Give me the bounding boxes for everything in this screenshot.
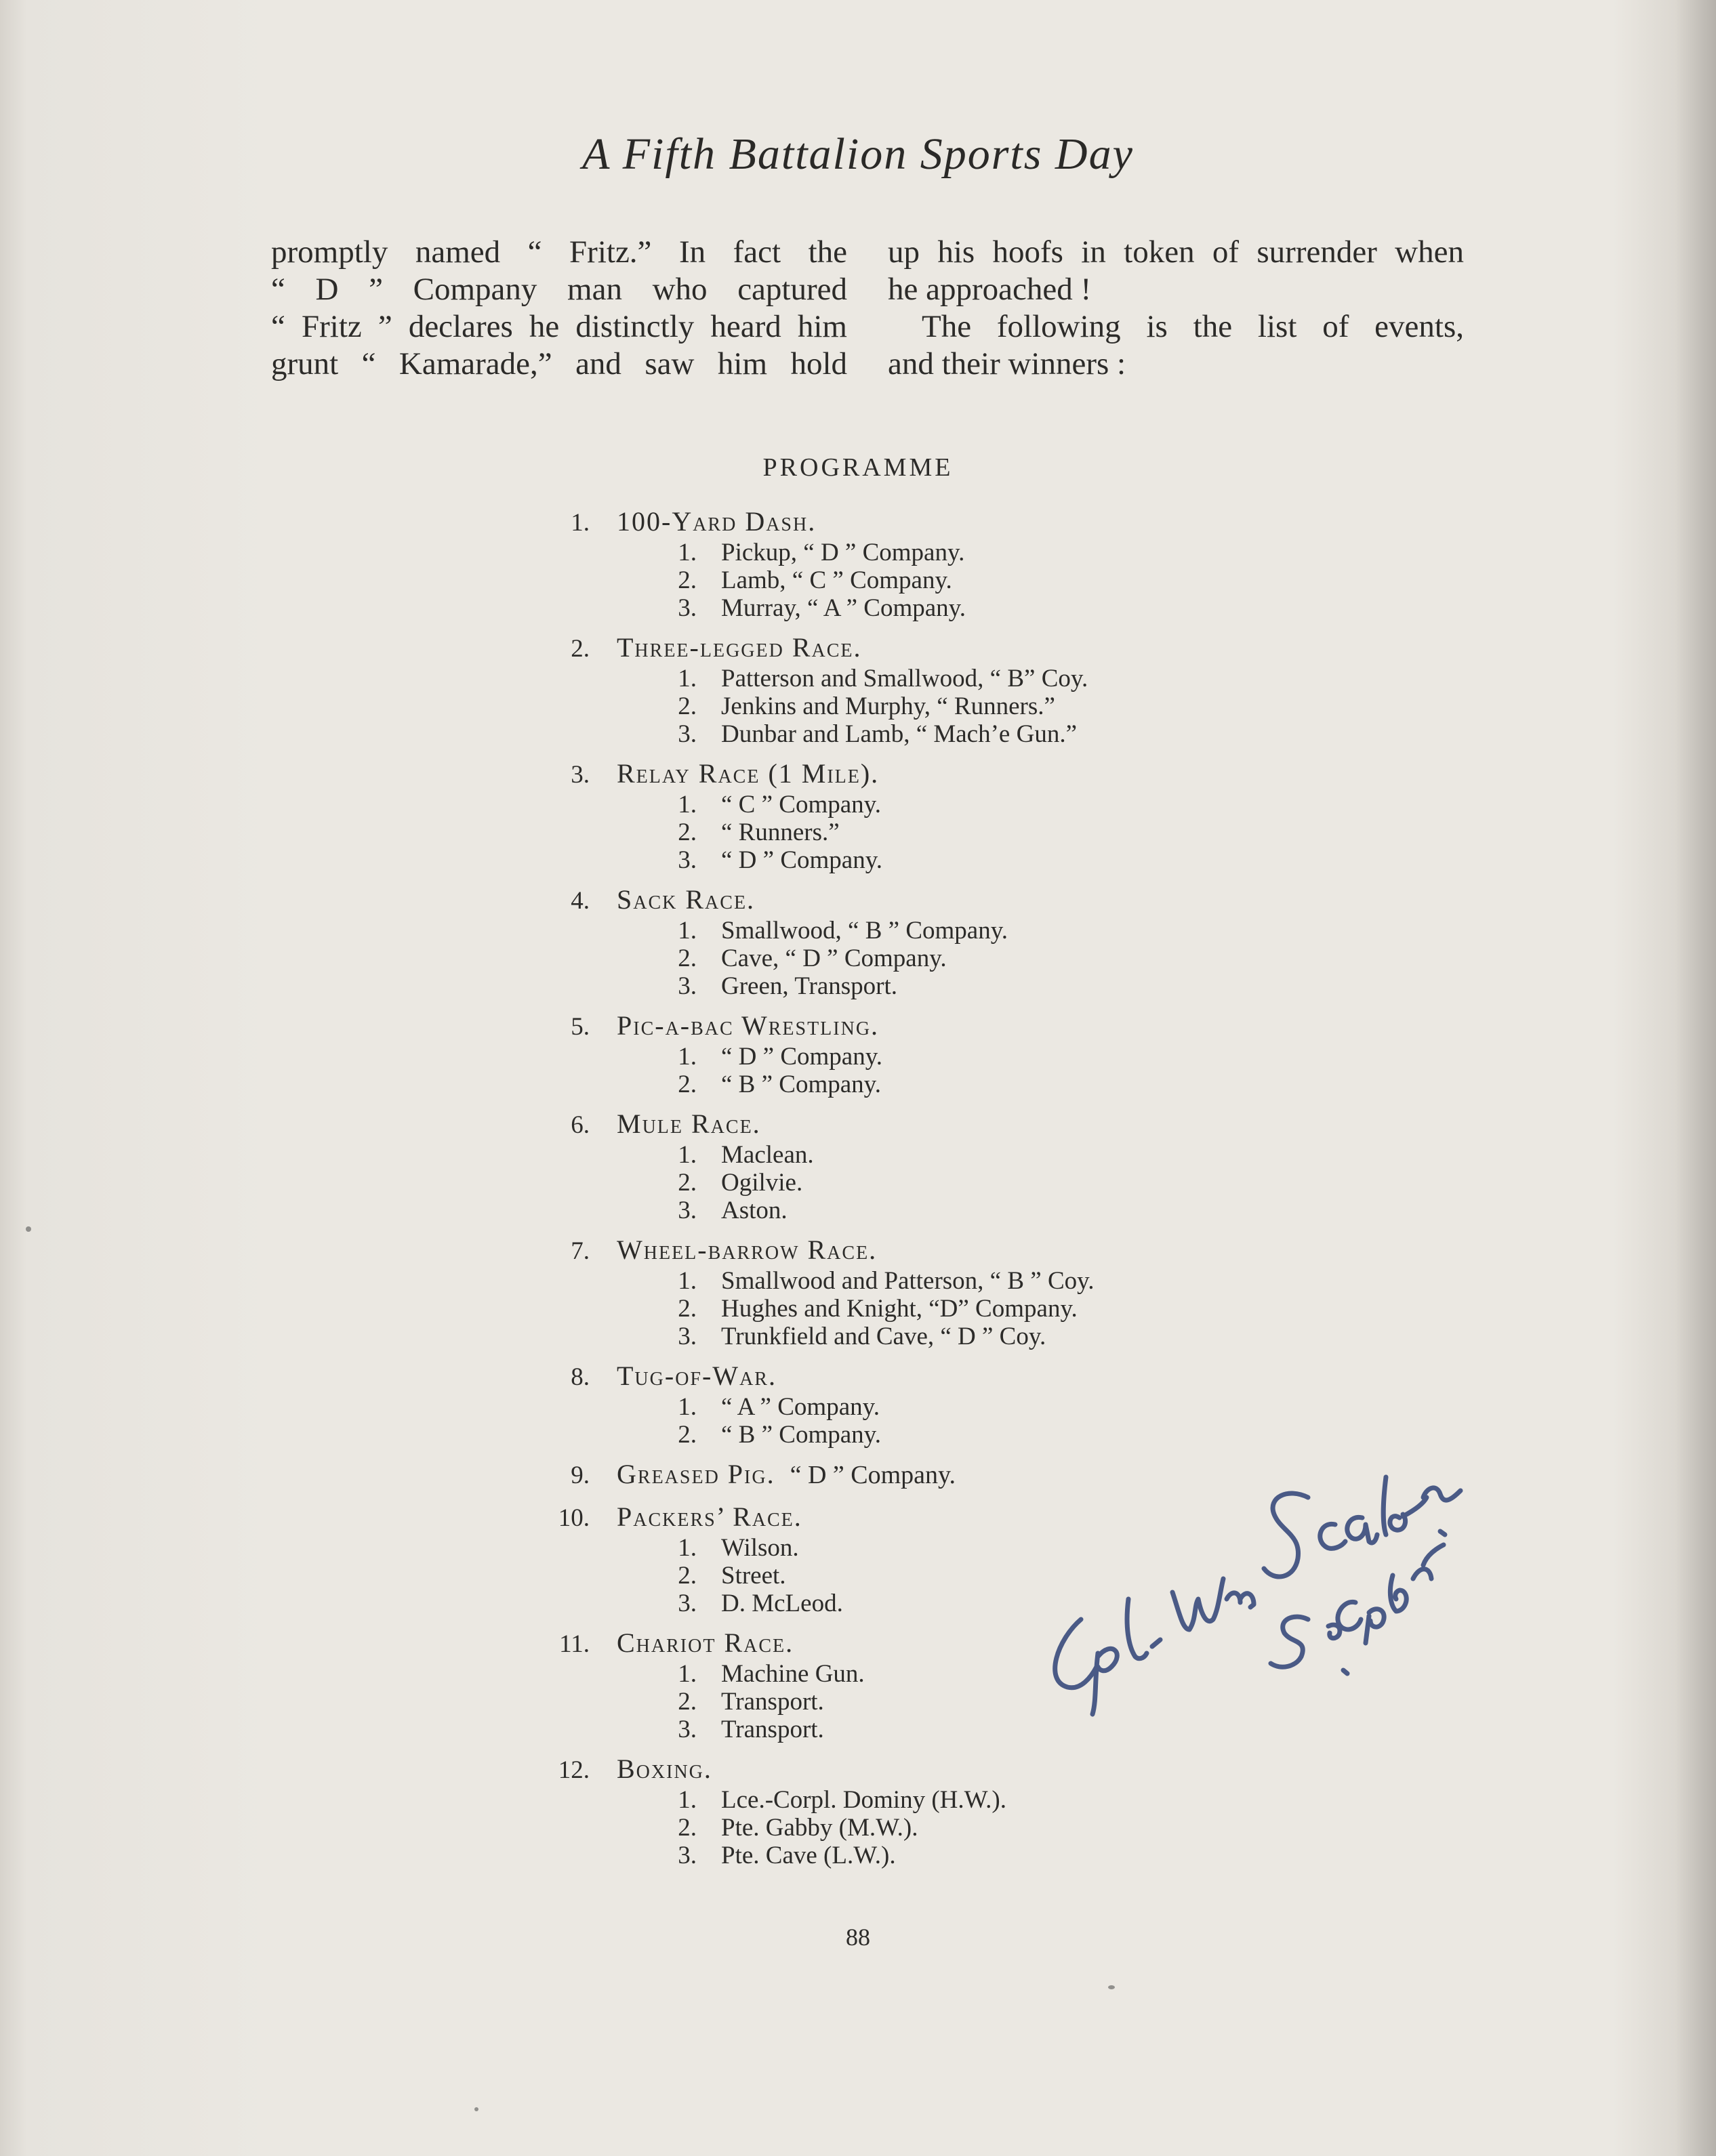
winner-name: Patterson and Smallwood, “ B” Coy. (721, 665, 1088, 692)
winner-row (671, 566, 1206, 594)
event-title: Tug-of-War. (617, 1361, 777, 1391)
winner-position: 1. (678, 917, 697, 945)
winner-position: 1. (678, 1660, 697, 1688)
event-number: 2. (571, 635, 590, 663)
programme-heading: PROGRAMME (762, 453, 954, 482)
winner-name: Pickup, “ D ” Company. (721, 539, 965, 566)
winner-position: 1. (678, 1267, 697, 1295)
winner-name: Transport. (721, 1688, 824, 1716)
winner-position: 2. (678, 566, 697, 594)
winner-name: Lamb, “ C ” Company. (721, 566, 952, 594)
winner-row (671, 1267, 1206, 1295)
winner-name: Green, Transport. (721, 972, 898, 1000)
event-title: 100-Yard Dash. (617, 506, 817, 537)
winner-name: Street. (721, 1562, 786, 1590)
event-title: Sack Race. (617, 884, 756, 915)
winner-row (671, 692, 1206, 720)
winner-position: 3. (678, 720, 697, 748)
winner-name: Pte. Cave (L.W.). (721, 1842, 896, 1869)
event-number: 6. (571, 1111, 590, 1139)
event-title: Pic-a-bac Wrestling. (617, 1010, 880, 1041)
intro-right-column (888, 234, 1464, 383)
programme-event (529, 1752, 1206, 1869)
intro-line: “ Fritz ” declares he distinctly heard him (271, 309, 847, 344)
winner-row (671, 720, 1206, 748)
winner-position: 1. (678, 791, 697, 818)
event-number: 7. (571, 1237, 590, 1265)
winner-name: Machine Gun. (721, 1660, 865, 1688)
winner-list (671, 539, 1206, 622)
winner-row (671, 1323, 1206, 1350)
winner-name: Ogilvie. (721, 1169, 803, 1197)
event-heading (529, 1359, 1206, 1393)
winner-position: 1. (678, 1141, 697, 1169)
winner-position: 2. (678, 1688, 697, 1716)
winner-position: 2. (678, 1295, 697, 1323)
winner-name: Maclean. (721, 1141, 814, 1169)
winner-list (671, 1267, 1206, 1350)
winner-position: 2. (678, 1071, 697, 1098)
winner-position: 1. (678, 1786, 697, 1814)
intro-line: The following is the list of events, (922, 309, 1464, 344)
programme-event (529, 631, 1206, 748)
winner-position: 3. (678, 1842, 697, 1869)
event-heading (529, 1233, 1206, 1267)
programme-event (529, 757, 1206, 874)
event-number: 11. (559, 1630, 590, 1658)
programme-event (529, 1107, 1206, 1224)
winner-row (671, 846, 1206, 874)
winner-row (671, 945, 1206, 972)
winner-list (671, 1786, 1206, 1869)
winner-name: Hughes and Knight, “D” Company. (721, 1295, 1078, 1323)
winner-position: 3. (678, 1323, 697, 1350)
event-heading (529, 883, 1206, 917)
winner-name: Cave, “ D ” Company. (721, 945, 947, 972)
winner-list (671, 665, 1206, 748)
event-heading (529, 1752, 1206, 1786)
winner-name: Wilson. (721, 1534, 799, 1562)
page-edge-shadow (1675, 0, 1716, 2156)
handwritten-signature (1017, 1396, 1491, 1721)
winner-list (671, 1043, 1206, 1098)
winner-name: Transport. (721, 1716, 824, 1743)
winner-row (671, 917, 1206, 945)
winner-row (671, 791, 1206, 818)
winner-row (671, 1071, 1206, 1098)
winner-position: 3. (678, 1197, 697, 1224)
paper-speck (474, 2107, 478, 2111)
winner-position: 1. (678, 1534, 697, 1562)
event-number: 9. (571, 1461, 590, 1489)
winner-name: “ A ” Company. (721, 1393, 880, 1421)
winner-name: Aston. (721, 1197, 788, 1224)
winner-row (671, 665, 1206, 692)
event-heading (529, 757, 1206, 791)
event-title: Boxing. (617, 1754, 712, 1784)
intro-left-column (271, 234, 847, 383)
winner-position: 1. (678, 1043, 697, 1071)
winner-row (671, 1169, 1206, 1197)
winner-name: Smallwood, “ B ” Company. (721, 917, 1008, 945)
winner-position: 1. (678, 539, 697, 566)
winner-name: Smallwood and Patterson, “ B ” Coy. (721, 1267, 1095, 1295)
winner-position: 3. (678, 1590, 697, 1617)
intro-line: grunt “ Kamarade,” and saw him hold (271, 346, 847, 381)
winner-name: Dunbar and Lamb, “ Mach’e Gun.” (721, 720, 1077, 748)
winner-row (671, 972, 1206, 1000)
winner-list (671, 791, 1206, 874)
intro-line: promptly named “ Fritz.” In fact the (271, 234, 847, 270)
running-head: A Fifth Battalion Sports Day (582, 129, 1134, 179)
event-heading (529, 1107, 1206, 1141)
winner-row (671, 539, 1206, 566)
winner-row (671, 1141, 1206, 1169)
winner-name: D. McLeod. (721, 1590, 843, 1617)
winner-position: 2. (678, 1814, 697, 1842)
winner-row (671, 818, 1206, 846)
event-title: Mule Race. (617, 1108, 761, 1139)
winner-position: 2. (678, 818, 697, 846)
winner-position: 2. (678, 1169, 697, 1197)
winner-position: 3. (678, 594, 697, 622)
winner-row (671, 1043, 1206, 1071)
winner-row (671, 1197, 1206, 1224)
winner-row (671, 1814, 1206, 1842)
winner-name: Trunkfield and Cave, “ D ” Coy. (721, 1323, 1046, 1350)
winner-name: “ B ” Company. (721, 1421, 882, 1449)
event-heading (529, 1009, 1206, 1043)
winner-list (671, 1141, 1206, 1224)
intro-line: and their winners : (888, 346, 1126, 381)
winner-name: “ B ” Company. (721, 1071, 882, 1098)
event-heading (529, 631, 1206, 665)
winner-name: “ D ” Company. (721, 846, 883, 874)
winner-position: 3. (678, 1716, 697, 1743)
event-title: Relay Race (1 Mile). (617, 758, 880, 789)
paper-speck (26, 1226, 31, 1232)
winner-position: 1. (678, 665, 697, 692)
programme-event (529, 1009, 1206, 1098)
intro-line: up his hoofs in token of surrender when (888, 234, 1464, 270)
winner-name: Pte. Gabby (M.W.). (721, 1814, 918, 1842)
event-number: 10. (558, 1504, 590, 1532)
winner-name: “ D ” Company. (721, 1043, 883, 1071)
winner-position: 2. (678, 945, 697, 972)
winner-position: 3. (678, 972, 697, 1000)
event-number: 12. (558, 1756, 590, 1784)
winner-row (671, 594, 1206, 622)
winner-position: 2. (678, 1421, 697, 1449)
winner-list (671, 917, 1206, 1000)
event-title: Wheel-barrow Race. (617, 1235, 878, 1265)
event-winner-inline: “ D ” Company. (790, 1461, 956, 1489)
event-title: Three-legged Race. (617, 632, 862, 663)
winner-position: 3. (678, 846, 697, 874)
winner-row (671, 1842, 1206, 1869)
programme-event (529, 1233, 1206, 1350)
programme-event (529, 505, 1206, 622)
winner-row (671, 1295, 1206, 1323)
paper-speck (1108, 1985, 1115, 1989)
intro-line: he approached ! (888, 272, 1092, 307)
winner-name: Murray, “ A ” Company. (721, 594, 966, 622)
event-number: 1. (571, 509, 590, 537)
winner-position: 2. (678, 1562, 697, 1590)
event-title: Chariot Race. (617, 1628, 794, 1658)
event-number: 4. (571, 887, 590, 915)
programme-event (529, 883, 1206, 1000)
page-number: 88 (846, 1924, 870, 1951)
event-number: 8. (571, 1363, 590, 1391)
winner-name: “ C ” Company. (721, 791, 882, 818)
winner-name: Lce.-Corpl. Dominy (H.W.). (721, 1786, 1006, 1814)
event-number: 3. (571, 761, 590, 789)
intro-line: “ D ” Company man who captured (271, 272, 847, 307)
winner-position: 2. (678, 692, 697, 720)
event-title: Greased Pig. (617, 1459, 775, 1489)
winner-name: Jenkins and Murphy, “ Runners.” (721, 692, 1055, 720)
intro-text (271, 234, 1464, 383)
event-number: 5. (571, 1013, 590, 1041)
event-title: Packers’ Race. (617, 1501, 802, 1532)
winner-row (671, 1786, 1206, 1814)
event-heading (529, 505, 1206, 539)
winner-name: “ Runners.” (721, 818, 840, 846)
winner-position: 1. (678, 1393, 697, 1421)
